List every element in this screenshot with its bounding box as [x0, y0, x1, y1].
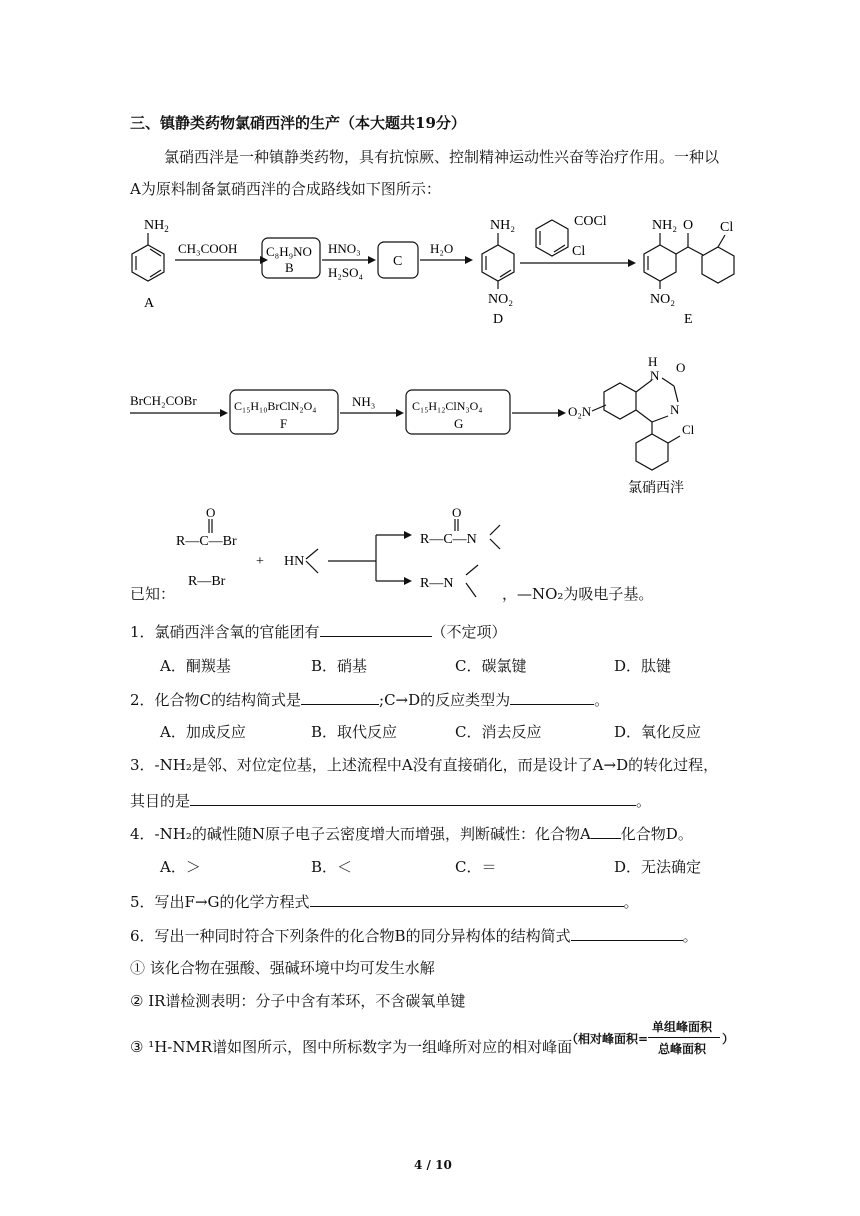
question-4-text: 4．-NH₂的碱性随N原子电子云密度增大而增强，判断碱性：化合物A	[130, 825, 591, 843]
f-label: F	[280, 416, 288, 431]
f-formula: C₁₅H₁₀BrClN₂O₄	[234, 399, 317, 413]
condition-1: ① 该化合物在强酸、强碱环境中均可发生水解	[130, 959, 435, 977]
question-3-line-2	[130, 789, 651, 811]
option-q4-a[interactable]: A．＞	[160, 858, 201, 876]
answer-blank-6[interactable]	[571, 924, 683, 941]
question-1	[130, 620, 507, 642]
known-acyl: R—C—Br	[176, 534, 237, 549]
question-1-text: 1．氯硝西泮含氧的官能团有	[130, 623, 320, 641]
option-q1-c[interactable]: C．碳氯键	[455, 657, 527, 675]
known-note: ，—NO₂为吸电子基。	[502, 585, 654, 603]
question-4	[130, 822, 693, 844]
product-cl: Cl	[682, 422, 695, 437]
reagent-6: NH₃	[352, 394, 376, 409]
a-nh2-text: $NH_2$	[144, 218, 169, 234]
known-prod1: R—C—N	[420, 532, 477, 547]
question-2-mid: ;C→D的反应类型为	[379, 691, 511, 709]
known-label: 已知：	[130, 585, 176, 603]
product-structure	[592, 378, 680, 470]
formula-numerator: 单组峰面积	[652, 1020, 713, 1034]
question-6-text: 6．写出一种同时符合下列条件的化合物B的同分异构体的结构简式	[130, 927, 571, 945]
synthesis-scheme-1	[120, 205, 760, 330]
question-4-tail: 化合物D。	[620, 825, 693, 843]
option-q2-a[interactable]: A．加成反应	[160, 723, 246, 741]
reagent-1: CH₃COOH	[178, 241, 238, 256]
question-1-tail: （不定项）	[431, 623, 507, 641]
known-amine: HN	[284, 554, 305, 569]
b-label: B	[285, 260, 294, 275]
question-3-tail: 。	[636, 792, 652, 810]
compound-a-structure	[132, 233, 164, 281]
known-acyl-o: O	[206, 505, 216, 520]
answer-blank-4[interactable]	[591, 822, 621, 839]
question-6-tail: 。	[682, 927, 698, 945]
question-6	[130, 924, 698, 946]
d-label: D	[493, 312, 504, 327]
question-2-text: 2．化合物C的结构简式是	[130, 691, 302, 709]
reagent-3: H₂O	[430, 241, 454, 256]
section-title: 三、镇静类药物氯硝西泮的生产（本大题共19分）	[130, 114, 466, 132]
product-name: 氯硝西泮	[628, 481, 684, 496]
synthesis-scheme-2	[120, 350, 760, 500]
intro-line-1: 氯硝西泮是一种镇静类药物，具有抗惊厥、控制精神运动性兴奋等治疗作用。一种以	[164, 148, 720, 166]
b-formula: C₈H₉NO	[266, 244, 312, 259]
condition-3: ③ ¹H-NMR谱如图所示，图中所标数字为一组峰所对应的相对峰面	[130, 1038, 573, 1056]
question-2-tail: 。	[594, 691, 610, 709]
question-5	[130, 890, 639, 912]
g-label: G	[454, 416, 464, 431]
reagent-4-structure	[536, 220, 568, 256]
e-o: O	[683, 218, 694, 233]
reagent-5: BrCH₂COBr	[130, 393, 197, 408]
formula-note	[566, 1018, 736, 1062]
question-5-text: 5．写出F→G的化学方程式	[130, 893, 310, 911]
formula-denominator: 总峰面积	[658, 1042, 707, 1056]
product-n2: N	[670, 402, 680, 417]
option-q1-b[interactable]: B．硝基	[311, 657, 368, 675]
page-number: 4 / 10	[414, 1158, 452, 1172]
compound-d-structure	[482, 233, 514, 289]
reagent-2-bottom: H₂SO₄	[328, 265, 364, 280]
intro-line-2: A为原料制备氯硝西泮的合成路线如下图所示：	[130, 180, 441, 198]
formula-prefix: （相对峰面积=	[566, 1032, 649, 1046]
question-3-line-1: 3．-NH₂是邻、对位定位基，上述流程中A没有直接硝化，而是设计了A→D的转化过程，	[130, 756, 719, 774]
product-o2n: O₂N	[568, 404, 592, 419]
reagent-4: COCl	[574, 214, 607, 229]
answer-blank-3[interactable]	[190, 789, 636, 806]
option-q2-c[interactable]: C．消去反应	[455, 723, 542, 741]
product-h: H	[648, 354, 658, 369]
e-no2: NO₂	[650, 292, 676, 307]
product-n1: N	[650, 368, 660, 383]
option-q4-d[interactable]: D．无法确定	[614, 858, 702, 876]
condition-2: ② IR谱检测表明：分子中含有苯环，不含碳氧单键	[130, 992, 466, 1010]
option-q2-d[interactable]: D．氧化反应	[614, 723, 702, 741]
e-label: E	[684, 312, 693, 327]
g-formula: C₁₅H₁₂ClN₃O₄	[412, 399, 483, 413]
reagent-2-top: HNO₃	[328, 241, 361, 256]
formula-suffix: ）	[722, 1032, 735, 1046]
answer-blank-5[interactable]	[310, 890, 624, 907]
known-plus: +	[256, 554, 264, 569]
e-cl: Cl	[720, 220, 734, 235]
d-nh2: NH₂	[490, 218, 516, 233]
known-prod1-o: O	[452, 505, 462, 520]
answer-blank-1[interactable]	[320, 620, 432, 637]
option-q1-a[interactable]: A．酮羰基	[160, 657, 231, 675]
d-no2: NO₂	[488, 292, 514, 307]
known-alkyl: R—Br	[188, 574, 226, 589]
known-prod2: R—N	[420, 576, 454, 591]
option-q1-d[interactable]: D．肽键	[614, 657, 672, 675]
option-q4-c[interactable]: C．＝	[455, 858, 497, 876]
a-label: A	[144, 296, 155, 311]
formula-fraction-bar	[648, 1037, 720, 1038]
product-o: O	[676, 360, 686, 375]
question-5-tail: 。	[623, 893, 639, 911]
c-label: C	[393, 254, 403, 269]
question-2	[130, 688, 609, 710]
reagent-4-cl: Cl	[572, 244, 586, 259]
question-3-prefix: 其目的是	[130, 792, 191, 810]
answer-blank-2b[interactable]	[510, 688, 594, 705]
option-q2-b[interactable]: B．取代反应	[311, 723, 398, 741]
compound-e-structure	[644, 233, 734, 289]
e-nh2: NH₂	[652, 218, 678, 233]
option-q4-b[interactable]: B．＜	[311, 858, 353, 876]
answer-blank-2a[interactable]	[301, 688, 379, 705]
